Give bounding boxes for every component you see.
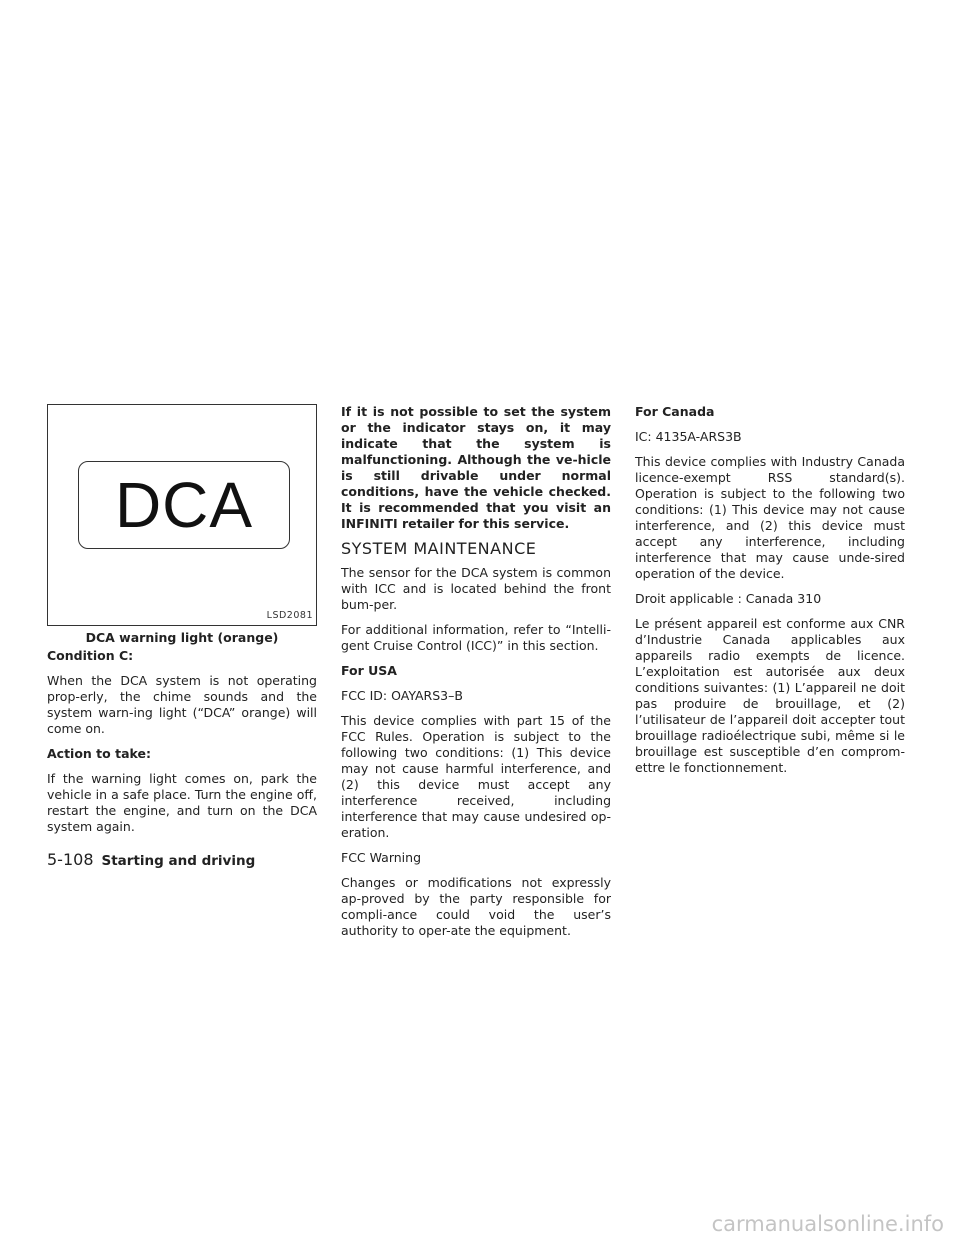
- watermark: carmanualsonline.info: [711, 1212, 944, 1236]
- column-middle: [341, 404, 611, 948]
- dca-warning-figure: [47, 404, 317, 626]
- fcc-id: FCC ID: OAYARS3–B: [341, 688, 463, 703]
- french-compliance: Le présent appareil est conforme aux CNR d’Industrie Canada applicables aux appareils radio exempts de licence. L’exploitation est autorisée aux deux conditions suivantes: (1) L’appareil ne doit pas produire de brouillage, et (2) l’utilisateur de l’appareil doit accepter tout brouillage radioélectrique subi, même si le brouillage est susceptible d’en comprom-ettre le fonctionnement.: [635, 616, 905, 775]
- condition-heading: Condition C:: [47, 648, 134, 663]
- maintenance-text: The sensor for the DCA system is common with ICC and is located behind the front bum-per.: [341, 565, 611, 612]
- dca-warning-light-icon: [78, 461, 290, 549]
- droit-applicable: Droit applicable : Canada 310: [635, 591, 822, 606]
- column-right: [635, 404, 905, 785]
- fcc-compliance: This device complies with part 15 of the FCC Rules. Operation is subject to the following two conditions: (1) This device may not cause harmful interference, and (2) this device must accept any interference received, including interference that may cause undesired op-eration.: [341, 713, 611, 840]
- dca-icon-text: DCA: [114, 469, 254, 541]
- action-heading: Action to take:: [47, 746, 151, 761]
- chapter-title: Starting and driving: [101, 853, 256, 869]
- usa-heading: For USA: [341, 663, 397, 678]
- figure-caption: DCA warning light (orange): [85, 630, 279, 645]
- ic-compliance: This device complies with Industry Canada licence-exempt RSS standard(s). Operation is subject to the following two conditions: (1) This device may not cause interference, and (2) this device must accept any interference, including interference that may cause unde-sired operation of the device.: [635, 454, 905, 581]
- page-number: 5-108: [47, 850, 94, 869]
- page-footer: [47, 850, 255, 869]
- condition-text: When the DCA system is not operating prop-erly, the chime sounds and the system warn-ing light (“DCA” orange) will come on.: [47, 673, 317, 736]
- section-title: SYSTEM MAINTENANCE: [341, 539, 537, 558]
- action-text: If the warning light comes on, park the vehicle in a safe place. Turn the engine off, restart the engine, and turn on the DCA system again.: [47, 771, 317, 834]
- additional-info: For additional information, refer to “Intelli-gent Cruise Control (ICC)” in this section.: [341, 622, 611, 653]
- fcc-warning-text: Changes or modifications not expressly ap-proved by the party responsible for compli-ance could void the user’s authority to oper-ate the equipment.: [341, 875, 611, 938]
- ic-number: IC: 4135A-ARS3B: [635, 429, 742, 444]
- figure-id: LSD2081: [266, 610, 313, 621]
- fcc-warning-heading: FCC Warning: [341, 850, 422, 865]
- column-left: [47, 404, 317, 844]
- canada-heading: For Canada: [635, 404, 715, 419]
- malfunction-note: If it is not possible to set the system or the indicator stays on, it may indicate that the system is malfunctioning. Although the ve-hicle is still drivable under normal conditions, have the vehicle checked. It is recommended that you visit an INFINITI retailer for this service.: [341, 404, 611, 531]
